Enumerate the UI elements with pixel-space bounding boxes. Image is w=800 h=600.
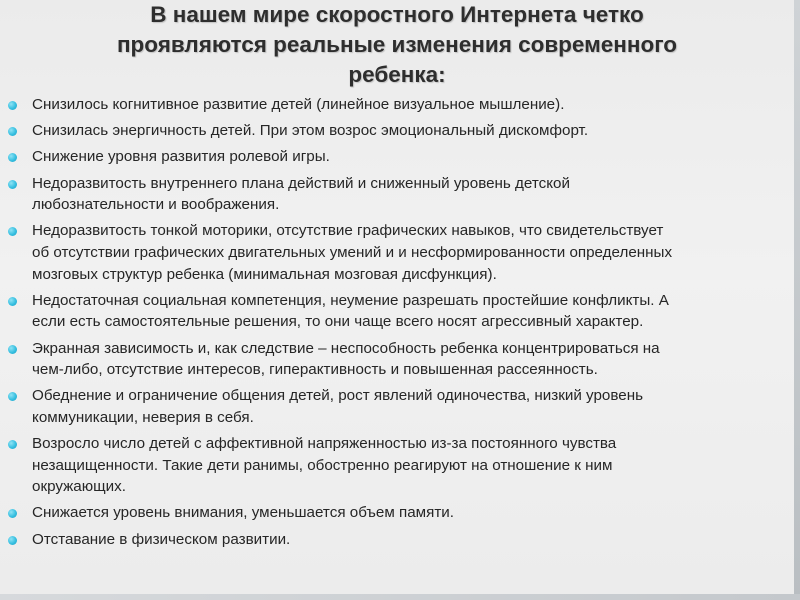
round-cyan-bullet-icon	[8, 440, 17, 449]
bullet-text-line: Снижается уровень внимания, уменьшается объем памяти.	[32, 504, 454, 522]
slide-right-edge	[794, 0, 800, 600]
title-line: В нашем мире скоростного Интернета четко	[150, 2, 644, 27]
round-cyan-bullet-icon	[8, 180, 17, 189]
bullet-text	[32, 220, 784, 285]
round-cyan-bullet-icon	[8, 101, 17, 110]
bullet-item	[4, 385, 784, 428]
bullet-text-line: Недостаточная социальная компетенция, неумение разрешать простейшие конфликты. А	[32, 291, 669, 309]
bullet-text	[32, 529, 784, 551]
bullet-text-line: мозговых структур ребенка (минимальная мозговая дисфункция).	[32, 265, 497, 283]
bullet-item	[4, 173, 784, 216]
bullet-text-line: незащищенности. Такие дети ранимы, обостренно реагируют на отношение к ним	[32, 456, 613, 474]
bullet-text	[32, 433, 784, 498]
bullet-item	[4, 338, 784, 381]
bullet-text	[32, 385, 784, 428]
bullet-text	[32, 173, 784, 216]
bullet-text-line: Недоразвитость внутреннего плана действий и сниженный уровень детской	[32, 174, 570, 192]
title-line: ребенка:	[348, 62, 446, 87]
bullet-list	[4, 94, 784, 555]
bullet-item	[4, 146, 784, 168]
bullet-text-line: чем-либо, отсутствие интересов, гиперактивность и повышенная рассеянность.	[32, 361, 598, 379]
bullet-text-line: Снизилась энергичность детей. При этом возрос эмоциональный дискомфорт.	[32, 122, 589, 140]
round-cyan-bullet-icon	[8, 153, 17, 162]
bullet-text	[32, 338, 784, 381]
round-cyan-bullet-icon	[8, 509, 17, 518]
bullet-item	[4, 502, 784, 524]
bullet-item	[4, 120, 784, 142]
round-cyan-bullet-icon	[8, 227, 17, 236]
bullet-text-line: Отставание в физическом развитии.	[32, 530, 291, 548]
bullet-item	[4, 433, 784, 498]
bullet-item	[4, 290, 784, 333]
round-cyan-bullet-icon	[8, 127, 17, 136]
bullet-text-line: Недоразвитость тонкой моторики, отсутствие графических навыков, что свидетельствует	[32, 222, 664, 240]
bullet-text-line: если есть самостоятельные решения, то они чаще всего носят агрессивный характер.	[32, 313, 644, 331]
round-cyan-bullet-icon	[8, 392, 17, 401]
round-cyan-bullet-icon	[8, 345, 17, 354]
bullet-text-line: коммуникации, неверия в себя.	[32, 408, 254, 426]
bullet-item	[4, 94, 784, 116]
bullet-text-line: Снизилось когнитивное развитие детей (линейное визуальное мышление).	[32, 96, 565, 113]
bullet-text-line: Снижение уровня развития ролевой игры.	[32, 148, 330, 166]
bullet-text-line: об отсутствии графических двигательных умений и и несформированности определенных	[32, 243, 673, 261]
bullet-text	[32, 290, 784, 333]
bullet-text	[32, 502, 784, 524]
title-line: проявляются реальные изменения современного	[116, 32, 678, 57]
round-cyan-bullet-icon	[8, 536, 17, 545]
bullet-text-line: окружающих.	[32, 478, 126, 496]
bullet-item	[4, 529, 784, 551]
bullet-text-line: Обеднение и ограничение общения детей, рост явлений одиночества, низкий уровень	[32, 387, 643, 405]
bullet-text-line: Возросло число детей с аффективной напряженностью из-за постоянного чувства	[32, 435, 617, 453]
slide-title	[20, 0, 774, 90]
bullet-text	[32, 94, 784, 116]
bullet-text	[32, 146, 784, 168]
bullet-text-line: любознательности и воображения.	[32, 196, 280, 214]
bullet-text-line: Экранная зависимость и, как следствие – неспособность ребенка концентрироваться на	[32, 339, 660, 357]
bullet-text	[32, 120, 784, 142]
round-cyan-bullet-icon	[8, 297, 17, 306]
slide-bottom-edge	[0, 594, 800, 600]
bullet-item	[4, 220, 784, 285]
